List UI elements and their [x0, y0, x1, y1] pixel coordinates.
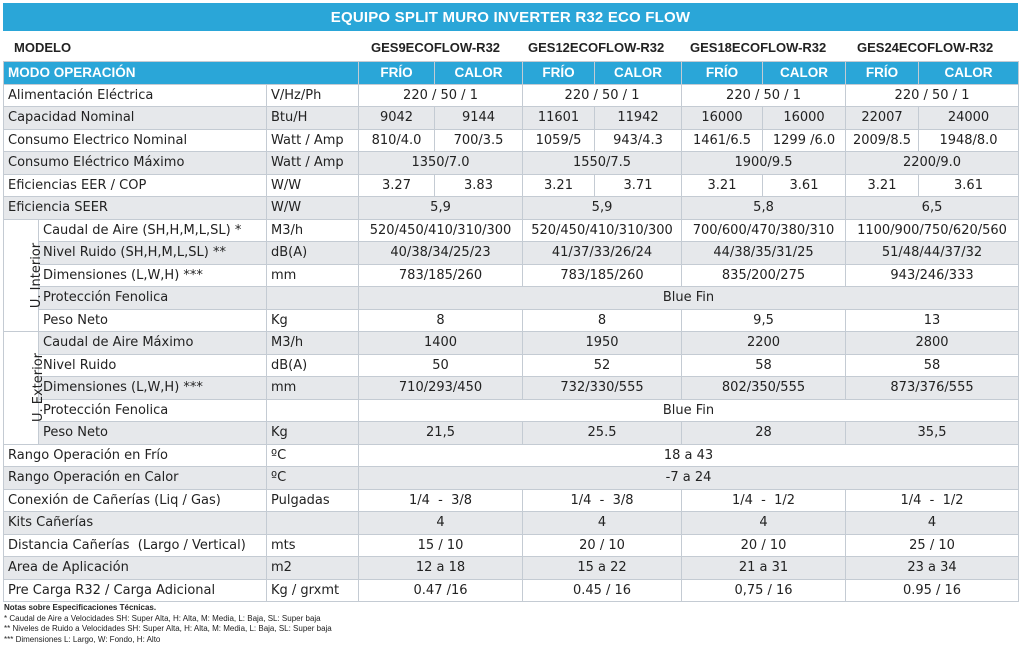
value-cell: 220 / 50 / 1: [359, 84, 523, 107]
value-cell: 6,5: [846, 197, 1019, 220]
value-cell: 4: [846, 512, 1019, 535]
note-line: ** Niveles de Ruido a Velocidades SH: Super Alta, H: Alta, M: Media, L: Baja, SL: Super baja: [4, 624, 332, 633]
row-label: Rango Operación en Calor: [4, 467, 267, 490]
mode-header: MODO OPERACIÓN: [4, 62, 359, 85]
table-banner-title: EQUIPO SPLIT MURO INVERTER R32 ECO FLOW: [3, 3, 1018, 31]
notes-title: Notas sobre Especificaciones Técnicas.: [4, 603, 157, 612]
value-cell: 4: [523, 512, 682, 535]
row-unit: ºC: [267, 467, 359, 490]
table-row: [4, 174, 1019, 197]
technical-notes: [4, 603, 332, 645]
table-row: [4, 84, 1019, 107]
mode-frio: FRÍO: [359, 62, 435, 85]
table-row: [4, 399, 1019, 422]
value-cell: 220 / 50 / 1: [846, 84, 1019, 107]
value-cell: Blue Fin: [359, 287, 1019, 310]
value-cell: 50: [359, 354, 523, 377]
table-row: [4, 467, 1019, 490]
value-cell: 25 / 10: [846, 534, 1019, 557]
value-cell: 3.61: [763, 174, 846, 197]
row-unit: mm: [267, 264, 359, 287]
table-row: [4, 197, 1019, 220]
value-cell: 3.21: [523, 174, 595, 197]
value-cell: 220 / 50 / 1: [523, 84, 682, 107]
value-cell: 9144: [435, 107, 523, 130]
row-unit: m2: [267, 557, 359, 580]
row-unit: Watt / Amp: [267, 152, 359, 175]
value-cell: 0,75 / 16: [682, 579, 846, 602]
value-cell: -7 a 24: [359, 467, 1019, 490]
row-label: Consumo Electrico Nominal: [4, 129, 267, 152]
value-cell: 15 a 22: [523, 557, 682, 580]
value-cell: 21 a 31: [682, 557, 846, 580]
value-cell: 810/4.0: [359, 129, 435, 152]
value-cell: 16000: [682, 107, 763, 130]
mode-calor: CALOR: [595, 62, 682, 85]
row-unit: M3/h: [267, 332, 359, 355]
value-cell: 1059/5: [523, 129, 595, 152]
row-label: Protección Fenolica: [39, 287, 267, 310]
table-row: [4, 444, 1019, 467]
row-label: Capacidad Nominal: [4, 107, 267, 130]
value-cell: 21,5: [359, 422, 523, 445]
value-cell: 20 / 10: [523, 534, 682, 557]
row-unit: mm: [267, 377, 359, 400]
row-unit: Kg: [267, 422, 359, 445]
value-cell: 2800: [846, 332, 1019, 355]
value-cell: 25.5: [523, 422, 682, 445]
spec-table: [3, 61, 1019, 602]
row-unit: W/W: [267, 197, 359, 220]
value-cell: 35,5: [846, 422, 1019, 445]
value-cell: 58: [846, 354, 1019, 377]
note-line: *** Dimensiones L: Largo, W: Fondo, H: Alto: [4, 634, 161, 644]
row-unit: M3/h: [267, 219, 359, 242]
row-label: Caudal de Aire Máximo: [39, 332, 267, 355]
row-label: Eficiencias EER / COP: [4, 174, 267, 197]
mode-frio: FRÍO: [846, 62, 919, 85]
value-cell: 1299 /6.0: [763, 129, 846, 152]
value-cell: 15 / 10: [359, 534, 523, 557]
row-label: Conexión de Cañerías (Liq / Gas): [4, 489, 267, 512]
value-cell: 22007: [846, 107, 919, 130]
value-cell: 3.27: [359, 174, 435, 197]
value-cell: 1/4 - 1/2: [682, 489, 846, 512]
table-row: [4, 309, 1019, 332]
table-row: [4, 534, 1019, 557]
mode-frio: FRÍO: [682, 62, 763, 85]
value-cell: 2200: [682, 332, 846, 355]
value-cell: 2009/8.5: [846, 129, 919, 152]
value-cell: 1100/900/750/620/560: [846, 219, 1019, 242]
group-label-interior: [4, 219, 45, 332]
row-unit: Btu/H: [267, 107, 359, 130]
value-cell: 0.95 / 16: [846, 579, 1019, 602]
value-cell: 3.71: [595, 174, 682, 197]
value-cell: 9042: [359, 107, 435, 130]
mode-calor: CALOR: [919, 62, 1019, 85]
value-cell: 0.47 /16: [359, 579, 523, 602]
value-cell: 11601: [523, 107, 595, 130]
model-name-4: GES24ECOFLOW-R32: [857, 40, 994, 55]
row-unit: mts: [267, 534, 359, 557]
table-row: [4, 332, 1019, 355]
model-name-3: GES18ECOFLOW-R32: [690, 40, 827, 55]
value-cell: 23 a 34: [846, 557, 1019, 580]
row-label: Eficiencia SEER: [4, 197, 267, 220]
value-cell: 220 / 50 / 1: [682, 84, 846, 107]
row-unit: dB(A): [267, 242, 359, 265]
table-row: [4, 242, 1019, 265]
value-cell: 8: [523, 309, 682, 332]
value-cell: 3.61: [919, 174, 1019, 197]
model-name-2: GES12ECOFLOW-R32: [528, 40, 665, 55]
row-unit: V/Hz/Ph: [267, 84, 359, 107]
table-row: [4, 377, 1019, 400]
mode-calor: CALOR: [435, 62, 523, 85]
value-cell: 41/37/33/26/24: [523, 242, 682, 265]
row-label: Dimensiones (L,W,H) ***: [39, 377, 267, 400]
group-label-exterior: [4, 332, 47, 445]
row-label: Kits Cañerías: [4, 512, 267, 535]
value-cell: 710/293/450: [359, 377, 523, 400]
value-cell: 5,9: [523, 197, 682, 220]
row-unit: W/W: [267, 174, 359, 197]
value-cell: 943/4.3: [595, 129, 682, 152]
table-row: [4, 579, 1019, 602]
table-row: [4, 489, 1019, 512]
value-cell: 732/330/555: [523, 377, 682, 400]
row-unit: Watt / Amp: [267, 129, 359, 152]
value-cell: 1900/9.5: [682, 152, 846, 175]
value-cell: 1950: [523, 332, 682, 355]
value-cell: 8: [359, 309, 523, 332]
row-label: Rango Operación en Frío: [4, 444, 267, 467]
table-row: [4, 287, 1019, 310]
value-cell: 1400: [359, 332, 523, 355]
model-row: [0, 36, 1020, 60]
value-cell: 873/376/555: [846, 377, 1019, 400]
mode-calor: CALOR: [763, 62, 846, 85]
value-cell: 3.21: [846, 174, 919, 197]
value-cell: 20 / 10: [682, 534, 846, 557]
row-label: Area de Aplicación: [4, 557, 267, 580]
value-cell: 1550/7.5: [523, 152, 682, 175]
value-cell: 802/350/555: [682, 377, 846, 400]
row-unit: Kg: [267, 309, 359, 332]
value-cell: Blue Fin: [359, 399, 1019, 422]
row-unit: Pulgadas: [267, 489, 359, 512]
group-label-text: U. Interior: [29, 242, 45, 308]
row-label: Nivel Ruido (SH,H,M,L,SL) **: [39, 242, 267, 265]
value-cell: 24000: [919, 107, 1019, 130]
model-label: MODELO: [14, 40, 72, 55]
value-cell: 9,5: [682, 309, 846, 332]
value-cell: 1/4 - 3/8: [523, 489, 682, 512]
row-label: Peso Neto: [39, 422, 267, 445]
value-cell: 5,9: [359, 197, 523, 220]
value-cell: 1/4 - 1/2: [846, 489, 1019, 512]
value-cell: 943/246/333: [846, 264, 1019, 287]
table-row: [4, 512, 1019, 535]
table-row: [4, 129, 1019, 152]
value-cell: 520/450/410/310/300: [359, 219, 523, 242]
value-cell: 1461/6.5: [682, 129, 763, 152]
table-row: [4, 557, 1019, 580]
value-cell: 4: [359, 512, 523, 535]
value-cell: 5,8: [682, 197, 846, 220]
row-unit: [267, 512, 359, 535]
mode-header-row: [4, 62, 1019, 85]
value-cell: 44/38/35/31/25: [682, 242, 846, 265]
model-name-1: GES9ECOFLOW-R32: [371, 40, 501, 55]
value-cell: 700/600/470/380/310: [682, 219, 846, 242]
row-label: Pre Carga R32 / Carga Adicional: [4, 579, 267, 602]
row-label: Peso Neto: [39, 309, 267, 332]
row-unit: [267, 399, 359, 422]
row-label: Caudal de Aire (SH,H,M,L,SL) *: [39, 219, 267, 242]
table-row: [4, 219, 1019, 242]
note-line: * Caudal de Aire a Velocidades SH: Super Alta, H: Alta, M: Media, L: Baja, SL: Super baja: [4, 613, 321, 623]
row-label: Alimentación Eléctrica: [4, 84, 267, 107]
value-cell: 16000: [763, 107, 846, 130]
value-cell: 18 a 43: [359, 444, 1019, 467]
value-cell: 4: [682, 512, 846, 535]
value-cell: 783/185/260: [523, 264, 682, 287]
row-label: Protección Fenolica: [39, 399, 267, 422]
value-cell: 40/38/34/25/23: [359, 242, 523, 265]
value-cell: 700/3.5: [435, 129, 523, 152]
row-unit: dB(A): [267, 354, 359, 377]
table-row: [4, 422, 1019, 445]
mode-frio: FRÍO: [523, 62, 595, 85]
value-cell: 1/4 - 3/8: [359, 489, 523, 512]
value-cell: 13: [846, 309, 1019, 332]
value-cell: 11942: [595, 107, 682, 130]
value-cell: 3.83: [435, 174, 523, 197]
value-cell: 520/450/410/310/300: [523, 219, 682, 242]
group-label-text: U. Exterior: [31, 353, 47, 423]
value-cell: 783/185/260: [359, 264, 523, 287]
row-label: Dimensiones (L,W,H) ***: [39, 264, 267, 287]
row-unit: Kg / grxmt: [267, 579, 359, 602]
value-cell: 51/48/44/37/32: [846, 242, 1019, 265]
table-row: [4, 354, 1019, 377]
row-unit: ºC: [267, 444, 359, 467]
value-cell: 3.21: [682, 174, 763, 197]
table-row: [4, 107, 1019, 130]
value-cell: 0.45 / 16: [523, 579, 682, 602]
value-cell: 28: [682, 422, 846, 445]
value-cell: 52: [523, 354, 682, 377]
value-cell: 2200/9.0: [846, 152, 1019, 175]
value-cell: 12 a 18: [359, 557, 523, 580]
value-cell: 1350/7.0: [359, 152, 523, 175]
table-row: [4, 152, 1019, 175]
value-cell: 58: [682, 354, 846, 377]
value-cell: 1948/8.0: [919, 129, 1019, 152]
row-label: Consumo Eléctrico Máximo: [4, 152, 267, 175]
row-unit: [267, 287, 359, 310]
table-row: [4, 264, 1019, 287]
row-label: Nivel Ruido: [39, 354, 267, 377]
value-cell: 835/200/275: [682, 264, 846, 287]
row-label: Distancia Cañerías (Largo / Vertical): [4, 534, 267, 557]
